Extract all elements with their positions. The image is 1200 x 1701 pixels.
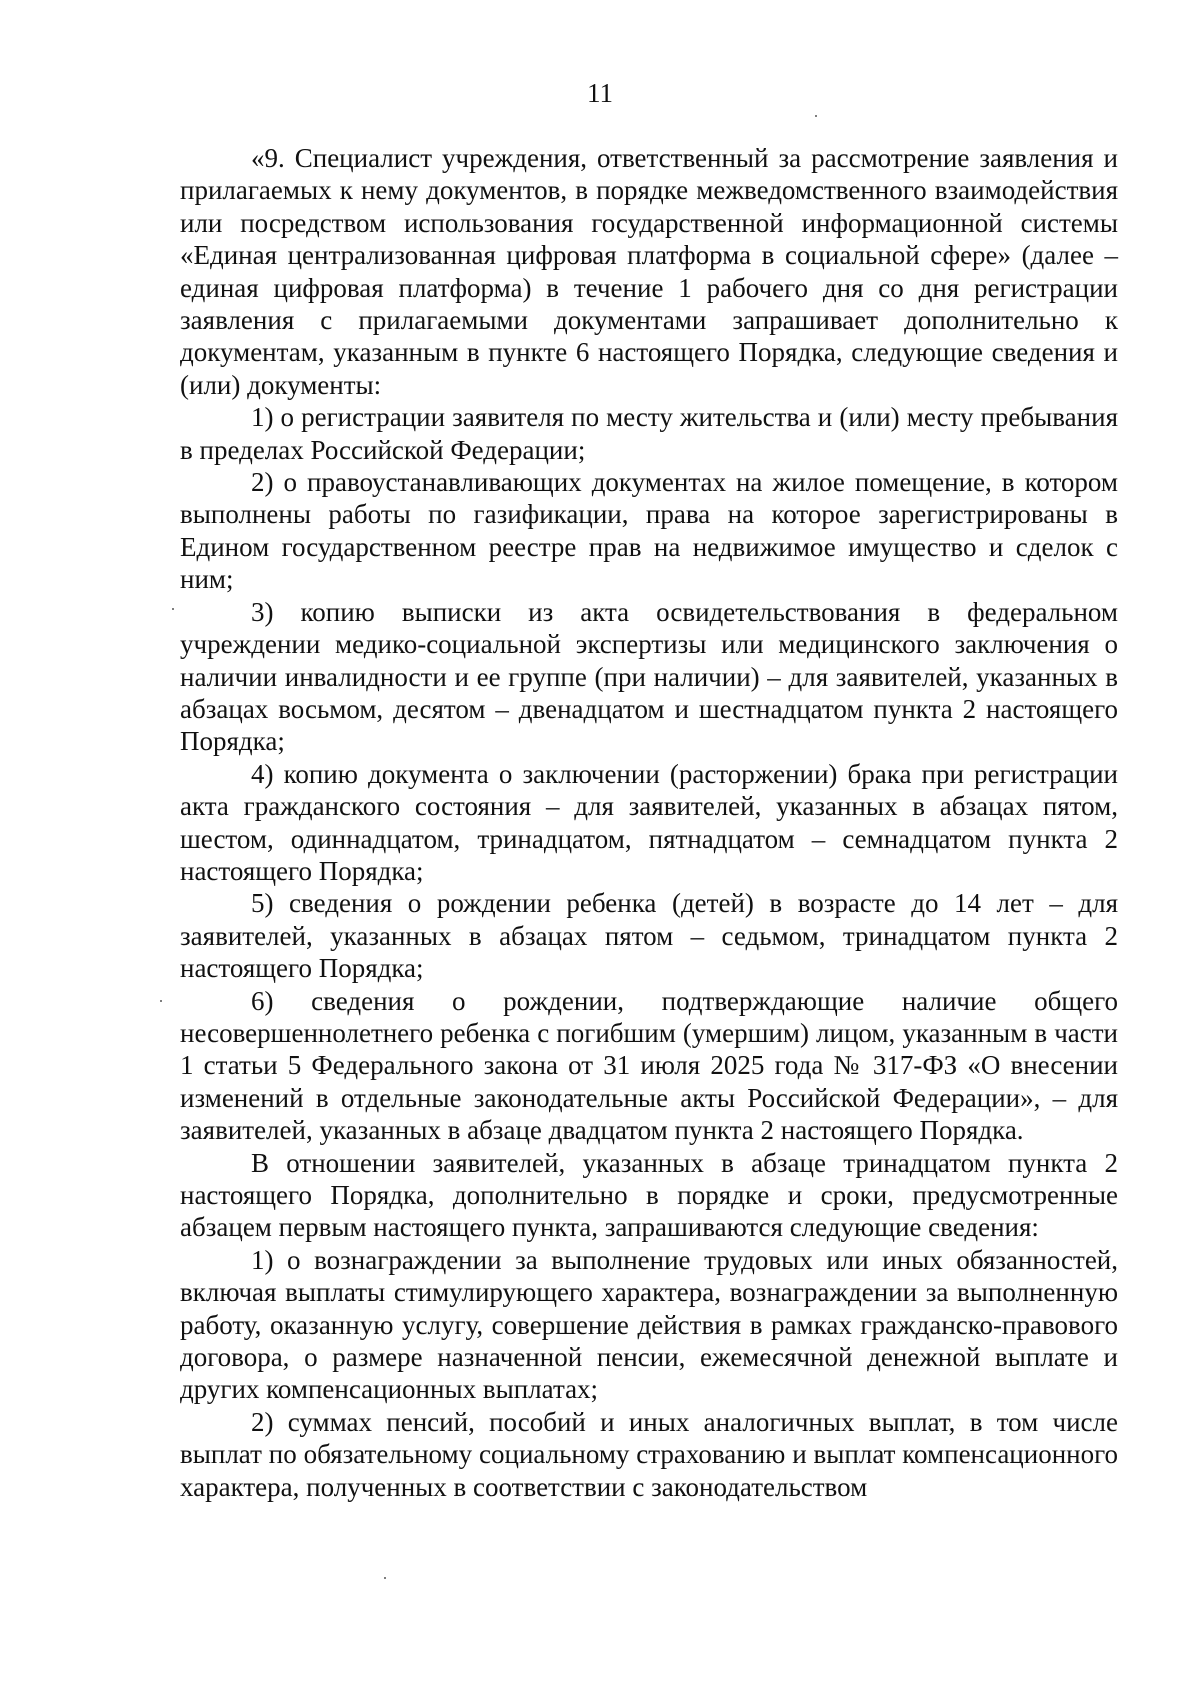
- paragraph-remuneration: 1) о вознаграждении за выполнение трудовых или иных обязанностей, включая выплаты стимулирующего характера, вознаграждении за выполненную работу, оказанную услугу, совершение действия в рамках гражданско-правового договора, о размере назначенной пенсии, ежемесячной денежной выплате и других компенсационных выплатах;: [180, 1244, 1118, 1405]
- scan-speck: [172, 608, 174, 610]
- page-number: 11: [587, 78, 613, 108]
- paragraph-disability-extract: 3) копию выписки из акта освидетельствования в федеральном учреждении медико-социальной экспертизы или медицинского заключения о наличии инвалидности и ее группе (при наличии) – для заявителей, указанных в абзацах восьмом, десятом – двенадцатом и шестнадцатом пункта 2 настоящего Порядка;: [180, 596, 1118, 757]
- paragraph-marriage-document: 4) копию документа о заключении (расторжении) брака при регистрации акта гражданского состояния – для заявителей, указанных в абзацах пятом, шестом, одиннадцатом, тринадцатом, пятнадцатом – семнадцатом пункта 2 настоящего Порядка;: [180, 758, 1118, 886]
- paragraph-item-9-intro: «9. Специалист учреждения, ответственный за рассмотрение заявления и прилагаемых к нему документов, в порядке межведомственного взаимодействия или посредством использования государственной информационной системы «Единая централизованная цифровая платформа в социальной сфере» (далее – единая цифровая платформа) в течение 1 рабочего дня со дня регистрации заявления с прилагаемыми документами запрашивает дополнительно к документам, указанным в пункте 6 настоящего Порядка, следующие сведения и (или) документы:: [180, 143, 1118, 400]
- scan-speck: [815, 115, 817, 117]
- paragraph-additional-requests: В отношении заявителей, указанных в абзаце тринадцатом пункта 2 настоящего Порядка, дополнительно в порядке и сроки, предусмотренные абзацем первым настоящего пункта, запрашиваются следующие сведения:: [180, 1147, 1118, 1243]
- paragraph-registration: 1) о регистрации заявителя по месту жительства и (или) месту пребывания в пределах Российской Федерации;: [180, 402, 1118, 465]
- scan-speck: [160, 1000, 162, 1002]
- paragraph-title-documents: 2) о правоустанавливающих документах на жилое помещение, в котором выполнены работы по газификации, права на которое зарегистрированы в Едином государственном реестре прав на недвижимое имущество и сделок с ним;: [180, 467, 1118, 595]
- document-body: [180, 142, 1118, 1503]
- paragraph-common-child: 6) сведения о рождении, подтверждающие наличие общего несовершеннолетнего ребенка с погибшим (умершим) лицом, указанным в части 1 статьи 5 Федерального закона от 31 июля 2025 года № 317-ФЗ «О внесении изменений в отдельные законодательные акты Российской Федерации», – для заявителей, указанных в абзаце двадцатом пункта 2 настоящего Порядка.: [180, 985, 1118, 1146]
- paragraph-child-birth: 5) сведения о рождении ребенка (детей) в возрасте до 14 лет – для заявителей, указанных в абзацах пятом – седьмом, тринадцатом пункта 2 настоящего Порядка;: [180, 888, 1118, 984]
- scan-speck: [384, 1577, 386, 1579]
- paragraph-pension-sums: 2) суммах пенсий, пособий и иных аналогичных выплат, в том числе выплат по обязательному социальному страхованию и выплат компенсационного характера, полученных в соответствии с законодательством: [180, 1406, 1118, 1502]
